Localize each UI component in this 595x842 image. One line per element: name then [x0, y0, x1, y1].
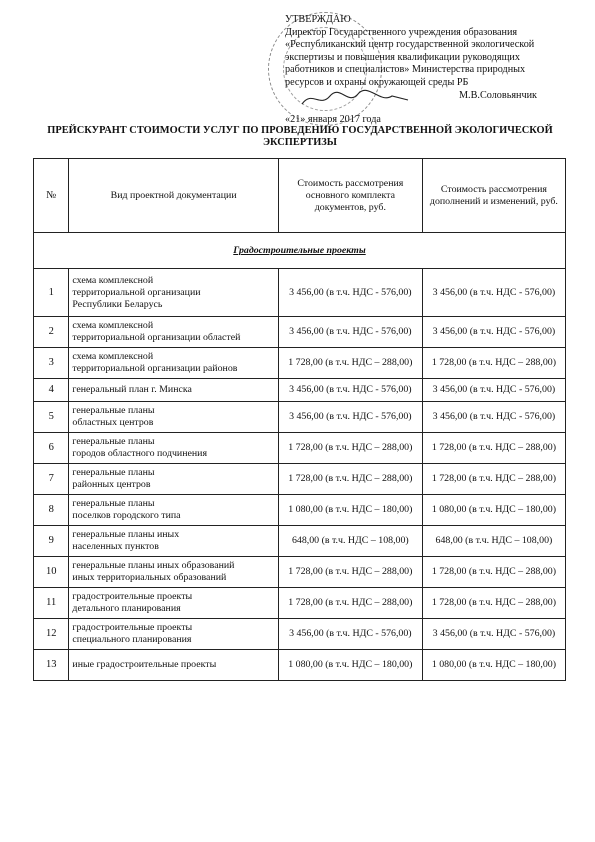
signer-name: М.В.Соловьянчик [459, 89, 537, 101]
row-cost-changes: 3 456,00 (в т.ч. НДС - 576,00) [422, 619, 565, 650]
header-cost-changes: Стоимость рассмотрения дополнений и изменений, руб. [422, 159, 565, 233]
row-number: 9 [34, 526, 69, 557]
row-cost-main: 1 080,00 (в т.ч. НДС – 180,00) [278, 495, 422, 526]
table-row [34, 557, 566, 588]
row-doc-type: схема комплексной территориальной организации областей [69, 317, 278, 348]
row-cost-main: 1 728,00 (в т.ч. НДС – 288,00) [278, 433, 422, 464]
table-row [34, 402, 566, 433]
approval-date: «21» января 2017 года [285, 114, 381, 125]
approval-line: «Республиканский центр государственной экологической [285, 39, 535, 51]
row-cost-changes: 1 728,00 (в т.ч. НДС – 288,00) [422, 348, 565, 379]
document-title: ПРЕЙСКУРАНТ СТОИМОСТИ УСЛУГ ПО ПРОВЕДЕНИЮ ГОСУДАРСТВЕННОЙ ЭКОЛОГИЧЕСКОЙ ЭКСПЕРТИЗЫ [47, 125, 553, 149]
approval-heading: УТВЕРЖДАЮ [285, 14, 351, 25]
row-number: 12 [34, 619, 69, 650]
row-number: 2 [34, 317, 69, 348]
row-doc-type: генеральный план г. Минска [69, 379, 278, 402]
row-number: 8 [34, 495, 69, 526]
table-row [34, 588, 566, 619]
row-number: 6 [34, 433, 69, 464]
approval-block [285, 14, 565, 125]
row-number: 7 [34, 464, 69, 495]
row-number: 3 [34, 348, 69, 379]
row-doc-type: генеральные планы районных центров [69, 464, 278, 495]
row-cost-main: 3 456,00 (в т.ч. НДС - 576,00) [278, 619, 422, 650]
section-row [34, 233, 566, 269]
row-doc-type: иные градостроительные проекты [69, 650, 278, 681]
row-cost-changes: 1 080,00 (в т.ч. НДС – 180,00) [422, 495, 565, 526]
row-cost-main: 1 080,00 (в т.ч. НДС – 180,00) [278, 650, 422, 681]
row-cost-changes: 1 728,00 (в т.ч. НДС – 288,00) [422, 464, 565, 495]
row-doc-type: генеральные планы иных образований иных территориальных образований [69, 557, 278, 588]
table-row [34, 464, 566, 495]
row-cost-main: 3 456,00 (в т.ч. НДС - 576,00) [278, 269, 422, 317]
price-table [33, 158, 566, 681]
row-cost-changes: 1 080,00 (в т.ч. НДС – 180,00) [422, 650, 565, 681]
table-row [34, 348, 566, 379]
row-cost-changes: 3 456,00 (в т.ч. НДС - 576,00) [422, 379, 565, 402]
row-cost-main: 1 728,00 (в т.ч. НДС – 288,00) [278, 464, 422, 495]
row-number: 11 [34, 588, 69, 619]
table-row [34, 433, 566, 464]
row-number: 10 [34, 557, 69, 588]
row-doc-type: схема комплексной территориальной организации Республики Беларусь [69, 269, 278, 317]
approval-text [285, 27, 565, 90]
row-cost-changes: 3 456,00 (в т.ч. НДС - 576,00) [422, 317, 565, 348]
table-row [34, 526, 566, 557]
row-doc-type: градостроительные проекты детального планирования [69, 588, 278, 619]
row-cost-main: 648,00 (в т.ч. НДС – 108,00) [278, 526, 422, 557]
table-row [34, 619, 566, 650]
row-number: 13 [34, 650, 69, 681]
row-cost-main: 3 456,00 (в т.ч. НДС - 576,00) [278, 379, 422, 402]
row-cost-changes: 1 728,00 (в т.ч. НДС – 288,00) [422, 433, 565, 464]
approval-line: Директор Государственного учреждения образования [285, 26, 518, 38]
header-doc-type: Вид проектной документации [69, 159, 278, 233]
row-doc-type: генеральные планы областных центров [69, 402, 278, 433]
table-row [34, 317, 566, 348]
row-doc-type: схема комплексной территориальной организации районов [69, 348, 278, 379]
row-cost-main: 1 728,00 (в т.ч. НДС – 288,00) [278, 557, 422, 588]
header-number: № [34, 159, 69, 233]
header-cost-main: Стоимость рассмотрения основного комплекта документов, руб. [278, 159, 422, 233]
approval-line: ресурсов и охраны окружающей среды РБ [285, 76, 469, 88]
row-cost-main: 3 456,00 (в т.ч. НДС - 576,00) [278, 402, 422, 433]
table-row [34, 379, 566, 402]
approval-line: экспертизы и повышения квалификации руководящих [285, 51, 520, 63]
row-cost-changes: 648,00 (в т.ч. НДС – 108,00) [422, 526, 565, 557]
row-doc-type: градостроительные проекты специального планирования [69, 619, 278, 650]
row-cost-changes: 1 728,00 (в т.ч. НДС – 288,00) [422, 557, 565, 588]
row-number: 1 [34, 269, 69, 317]
section-title: Градостроительные проекты [34, 233, 566, 269]
table-row [34, 650, 566, 681]
row-cost-main: 1 728,00 (в т.ч. НДС – 288,00) [278, 588, 422, 619]
row-cost-main: 1 728,00 (в т.ч. НДС – 288,00) [278, 348, 422, 379]
row-number: 5 [34, 402, 69, 433]
approval-line: работников и специалистов» Министерства природных [285, 64, 526, 76]
row-doc-type: генеральные планы городов областного подчинения [69, 433, 278, 464]
table-row [34, 269, 566, 317]
row-cost-changes: 3 456,00 (в т.ч. НДС - 576,00) [422, 269, 565, 317]
signer-line [285, 90, 565, 103]
row-cost-changes: 3 456,00 (в т.ч. НДС - 576,00) [422, 402, 565, 433]
row-cost-main: 3 456,00 (в т.ч. НДС - 576,00) [278, 317, 422, 348]
row-cost-changes: 1 728,00 (в т.ч. НДС – 288,00) [422, 588, 565, 619]
table-row [34, 495, 566, 526]
row-number: 4 [34, 379, 69, 402]
row-doc-type: генеральные планы поселков городского типа [69, 495, 278, 526]
table-header-row [34, 159, 566, 233]
row-doc-type: генеральные планы иных населенных пунктов [69, 526, 278, 557]
